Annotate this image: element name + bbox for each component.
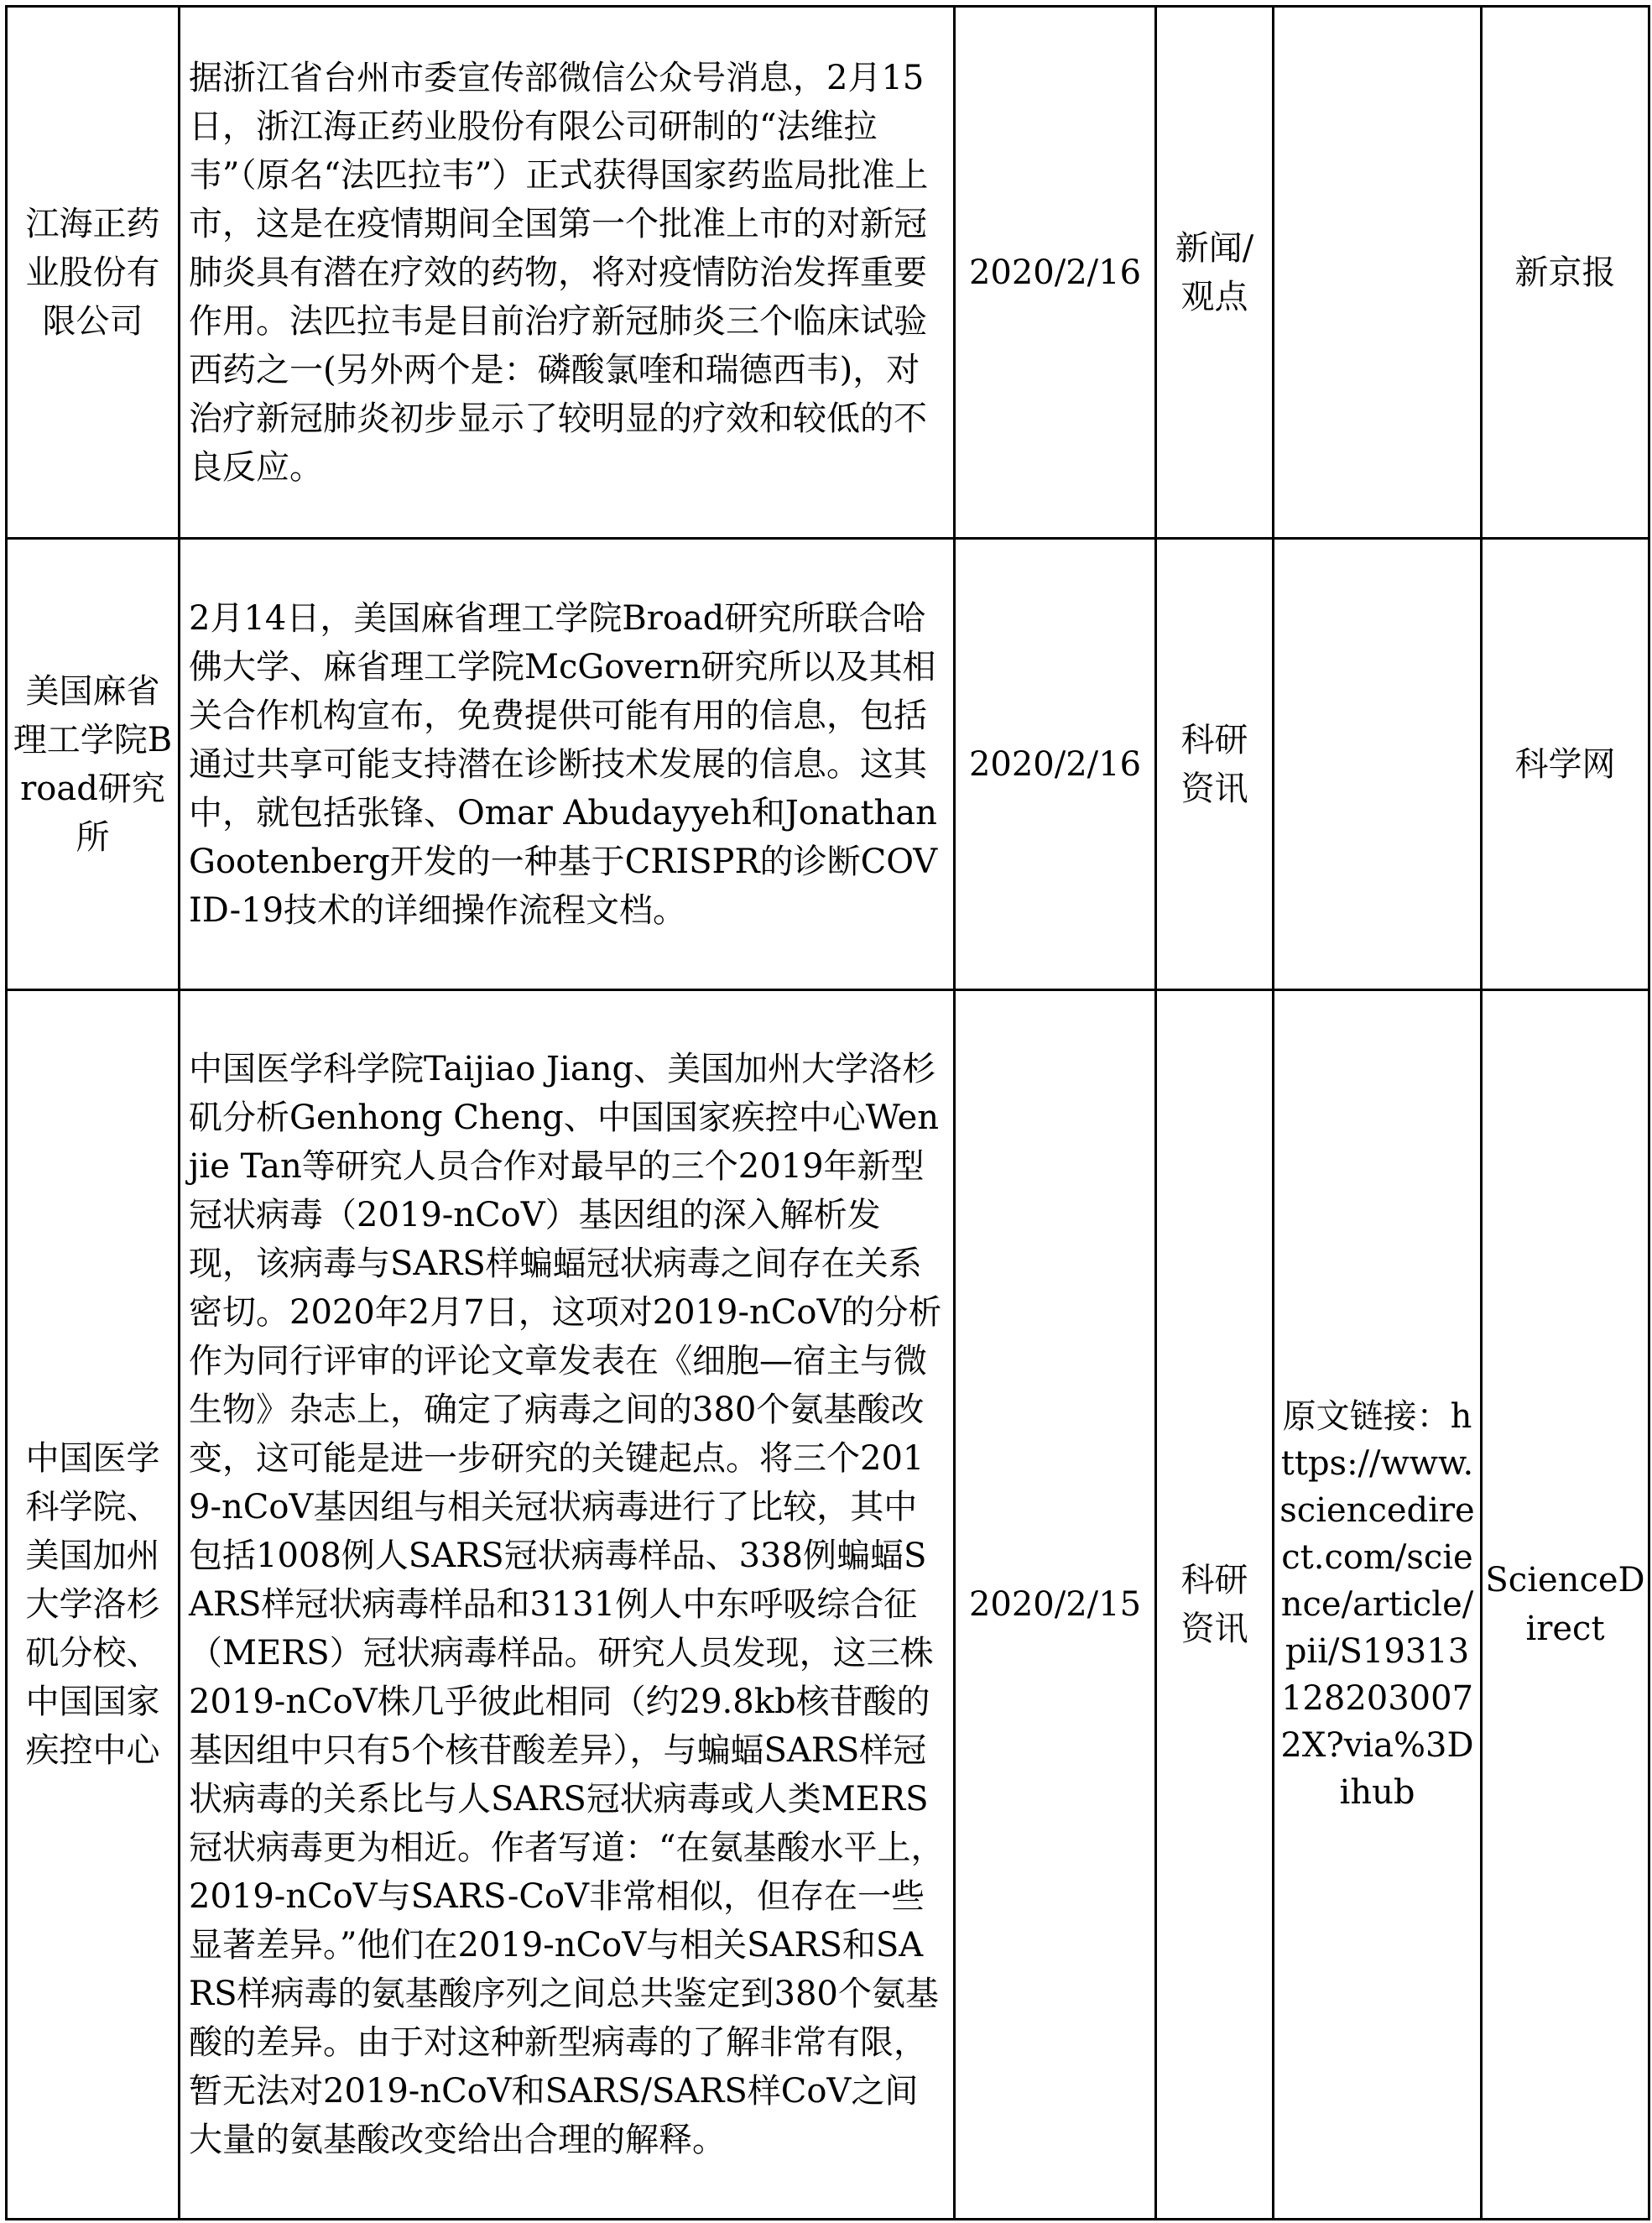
date-cell: 2020/2/16 — [955, 7, 1156, 539]
source-cell: ScienceDirect — [1482, 990, 1649, 2220]
institution-cell: 美国麻省理工学院Broad研究所 — [7, 539, 180, 990]
type-cell: 科研资讯 — [1156, 539, 1274, 990]
link-cell — [1274, 539, 1482, 990]
date-cell: 2020/2/15 — [955, 990, 1156, 2220]
type-cell: 科研资讯 — [1156, 990, 1274, 2220]
link-cell — [1274, 7, 1482, 539]
source-cell: 新京报 — [1482, 7, 1649, 539]
institution-cell: 江海正药业股份有限公司 — [7, 7, 180, 539]
news-table-container — [5, 5, 1650, 2220]
link-cell[interactable]: 原文链接：https://www.sciencedirect.com/science/article/pii/S193131282030072X?via%3Dihub — [1274, 990, 1482, 2220]
type-cell: 新闻/观点 — [1156, 7, 1274, 539]
date-cell: 2020/2/16 — [955, 539, 1156, 990]
content-cell: 据浙江省台州市委宣传部微信公众号消息，2月15日，浙江海正药业股份有限公司研制的“法维拉韦”（原名“法匹拉韦”）正式获得国家药监局批准上市，这是在疫情期间全国第一个批准上市的对新冠肺炎具有潜在疗效的药物，将对疫情防治发挥重要作用。法匹拉韦是目前治疗新冠肺炎三个临床试验西药之一(另外两个是：磷酸氯喹和瑞德西韦)，对治疗新冠肺炎初步显示了较明显的疗效和较低的不良反应。 — [180, 7, 955, 539]
table-row — [7, 539, 1649, 990]
content-cell: 2月14日，美国麻省理工学院Broad研究所联合哈佛大学、麻省理工学院McGovern研究所以及其相关合作机构宣布，免费提供可能有用的信息，包括通过共享可能支持潜在诊断技术发展的信息。这其中，就包括张锋、Omar Abudayyeh和Jonathan Gootenberg开发的一种基于CRISPR的诊断COVID-19技术的详细操作流程文档。 — [180, 539, 955, 990]
source-cell: 科学网 — [1482, 539, 1649, 990]
institution-cell: 中国医学科学院、美国加州大学洛杉矶分校、中国国家疾控中心 — [7, 990, 180, 2220]
table-row — [7, 990, 1649, 2220]
content-cell: 中国医学科学院Taijiao Jiang、美国加州大学洛杉矶分析Genhong Cheng、中国国家疾控中心Wenjie Tan等研究人员合作对最早的三个2019年新型冠状病毒（2019-nCoV）基因组的深入解析发现，该病毒与SARS样蝙蝠冠状病毒之间存在关系密切。2020年2月7日，这项对2019-nCoV的分析作为同行评审的评论文章发表在《细胞—宿主与微生物》杂志上，确定了病毒之间的380个氨基酸改变，这可能是进一步研究的关键起点。将三个2019-nCoV基因组与相关冠状病毒进行了比较，其中包括1008例人SARS冠状病毒样品、338例蝙蝠SARS样冠状病毒样品和3131例人中东呼吸综合征（MERS）冠状病毒样品。研究人员发现，这三株2019-nCoV株几乎彼此相同（约29.8kb核苷酸的基因组中只有5个核苷酸差异），与蝙蝠SARS样冠状病毒的关系比与人SARS冠状病毒或人类MERS冠状病毒更为相近。作者写道：“在氨基酸水平上，2019-nCoV与SARS-CoV非常相似，但存在一些显著差异。”他们在2019-nCoV与相关SARS和SARS样病毒的氨基酸序列之间总共鉴定到380个氨基酸的差异。由于对这种新型病毒的了解非常有限，暂无法对2019-nCoV和SARS/SARS样CoV之间大量的氨基酸改变给出合理的解释。 — [180, 990, 955, 2220]
table-row — [7, 7, 1649, 539]
news-table — [5, 5, 1650, 2220]
